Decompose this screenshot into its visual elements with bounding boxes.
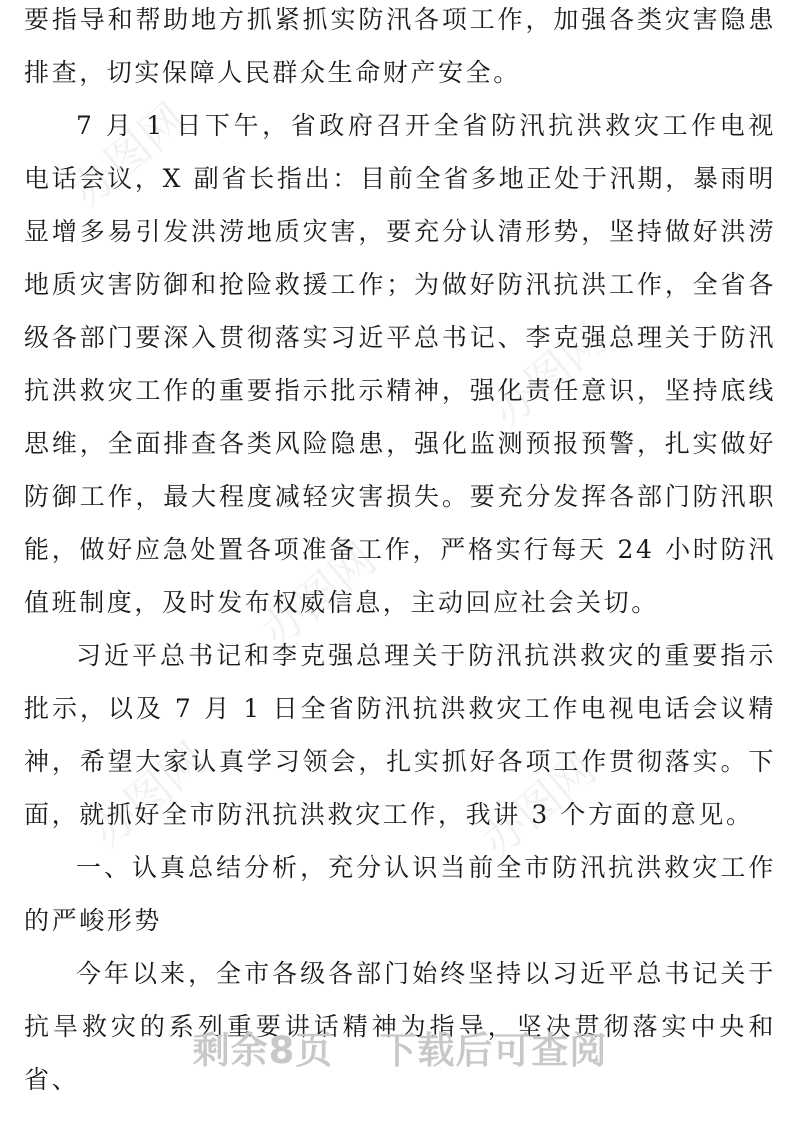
paragraph: 习近平总书记和李克强总理关于防汛抗洪救灾的重要指示批示，以及 7 月 1 日全省防汛抗洪救灾工作电视电话会议精神，希望大家认真学习领会，扎实抓好各项工作贯彻落实。下面，就抓好全市防汛抗洪救灾工作，我讲 3 个方面的意见。 [24,641,776,829]
watermark: 办图网 [251,533,386,658]
watermark: 办图网 [471,743,606,868]
download-hint-label: 下载后可查阅 [379,1029,608,1072]
download-prompt[interactable] [0,1020,800,1074]
paragraph: 7 月 1 日下午，省政府召开全省防汛抗洪救灾工作电视电话会议，X 副省长指出：目前全省多地正处于汛期，暴雨明显增多易引发洪涝地质灾害，要充分认清形势，坚持做好洪涝地质灾害防御和抢险救援工作；为做好防汛抗洪工作，全省各级各部门要深入贯彻落实习近平总书记、李克强总理关于防汛抗洪救灾工作的重要指示批示精神，强化责任意识，坚持底线思维，全面排查各类风险隐患，强化监测预报预警，扎实做好防御工作，最大程度减轻灾害损失。要充分发挥各部门防汛职能，做好应急处置各项准备工作，严格实行每天 24 小时防汛值班制度，及时发布权威信息，主动回应社会关切。 [24,111,776,617]
paragraph-continuation: 要指导和帮助地方抓紧抓实防汛各项工作，加强各类灾害隐患排查，切实保障人民群众生命财产安全。 [24,5,776,87]
watermark: 办图网 [81,733,216,858]
section-heading: 一、认真总结分析，充分认识当前全市防汛抗洪救灾工作的严峻形势 [24,853,776,935]
watermark: 办图网 [61,93,196,218]
watermark: 办图网 [481,313,616,438]
document-body [24,0,776,1106]
paragraph: 今年以来，全市各级各部门始终坚持以习近平总书记关于抗旱救灾的系列重要讲话精神为指导，坚决贯彻落实中央和省、 [24,959,776,1094]
remaining-pages-label: 剩余8页 [192,1029,334,1072]
